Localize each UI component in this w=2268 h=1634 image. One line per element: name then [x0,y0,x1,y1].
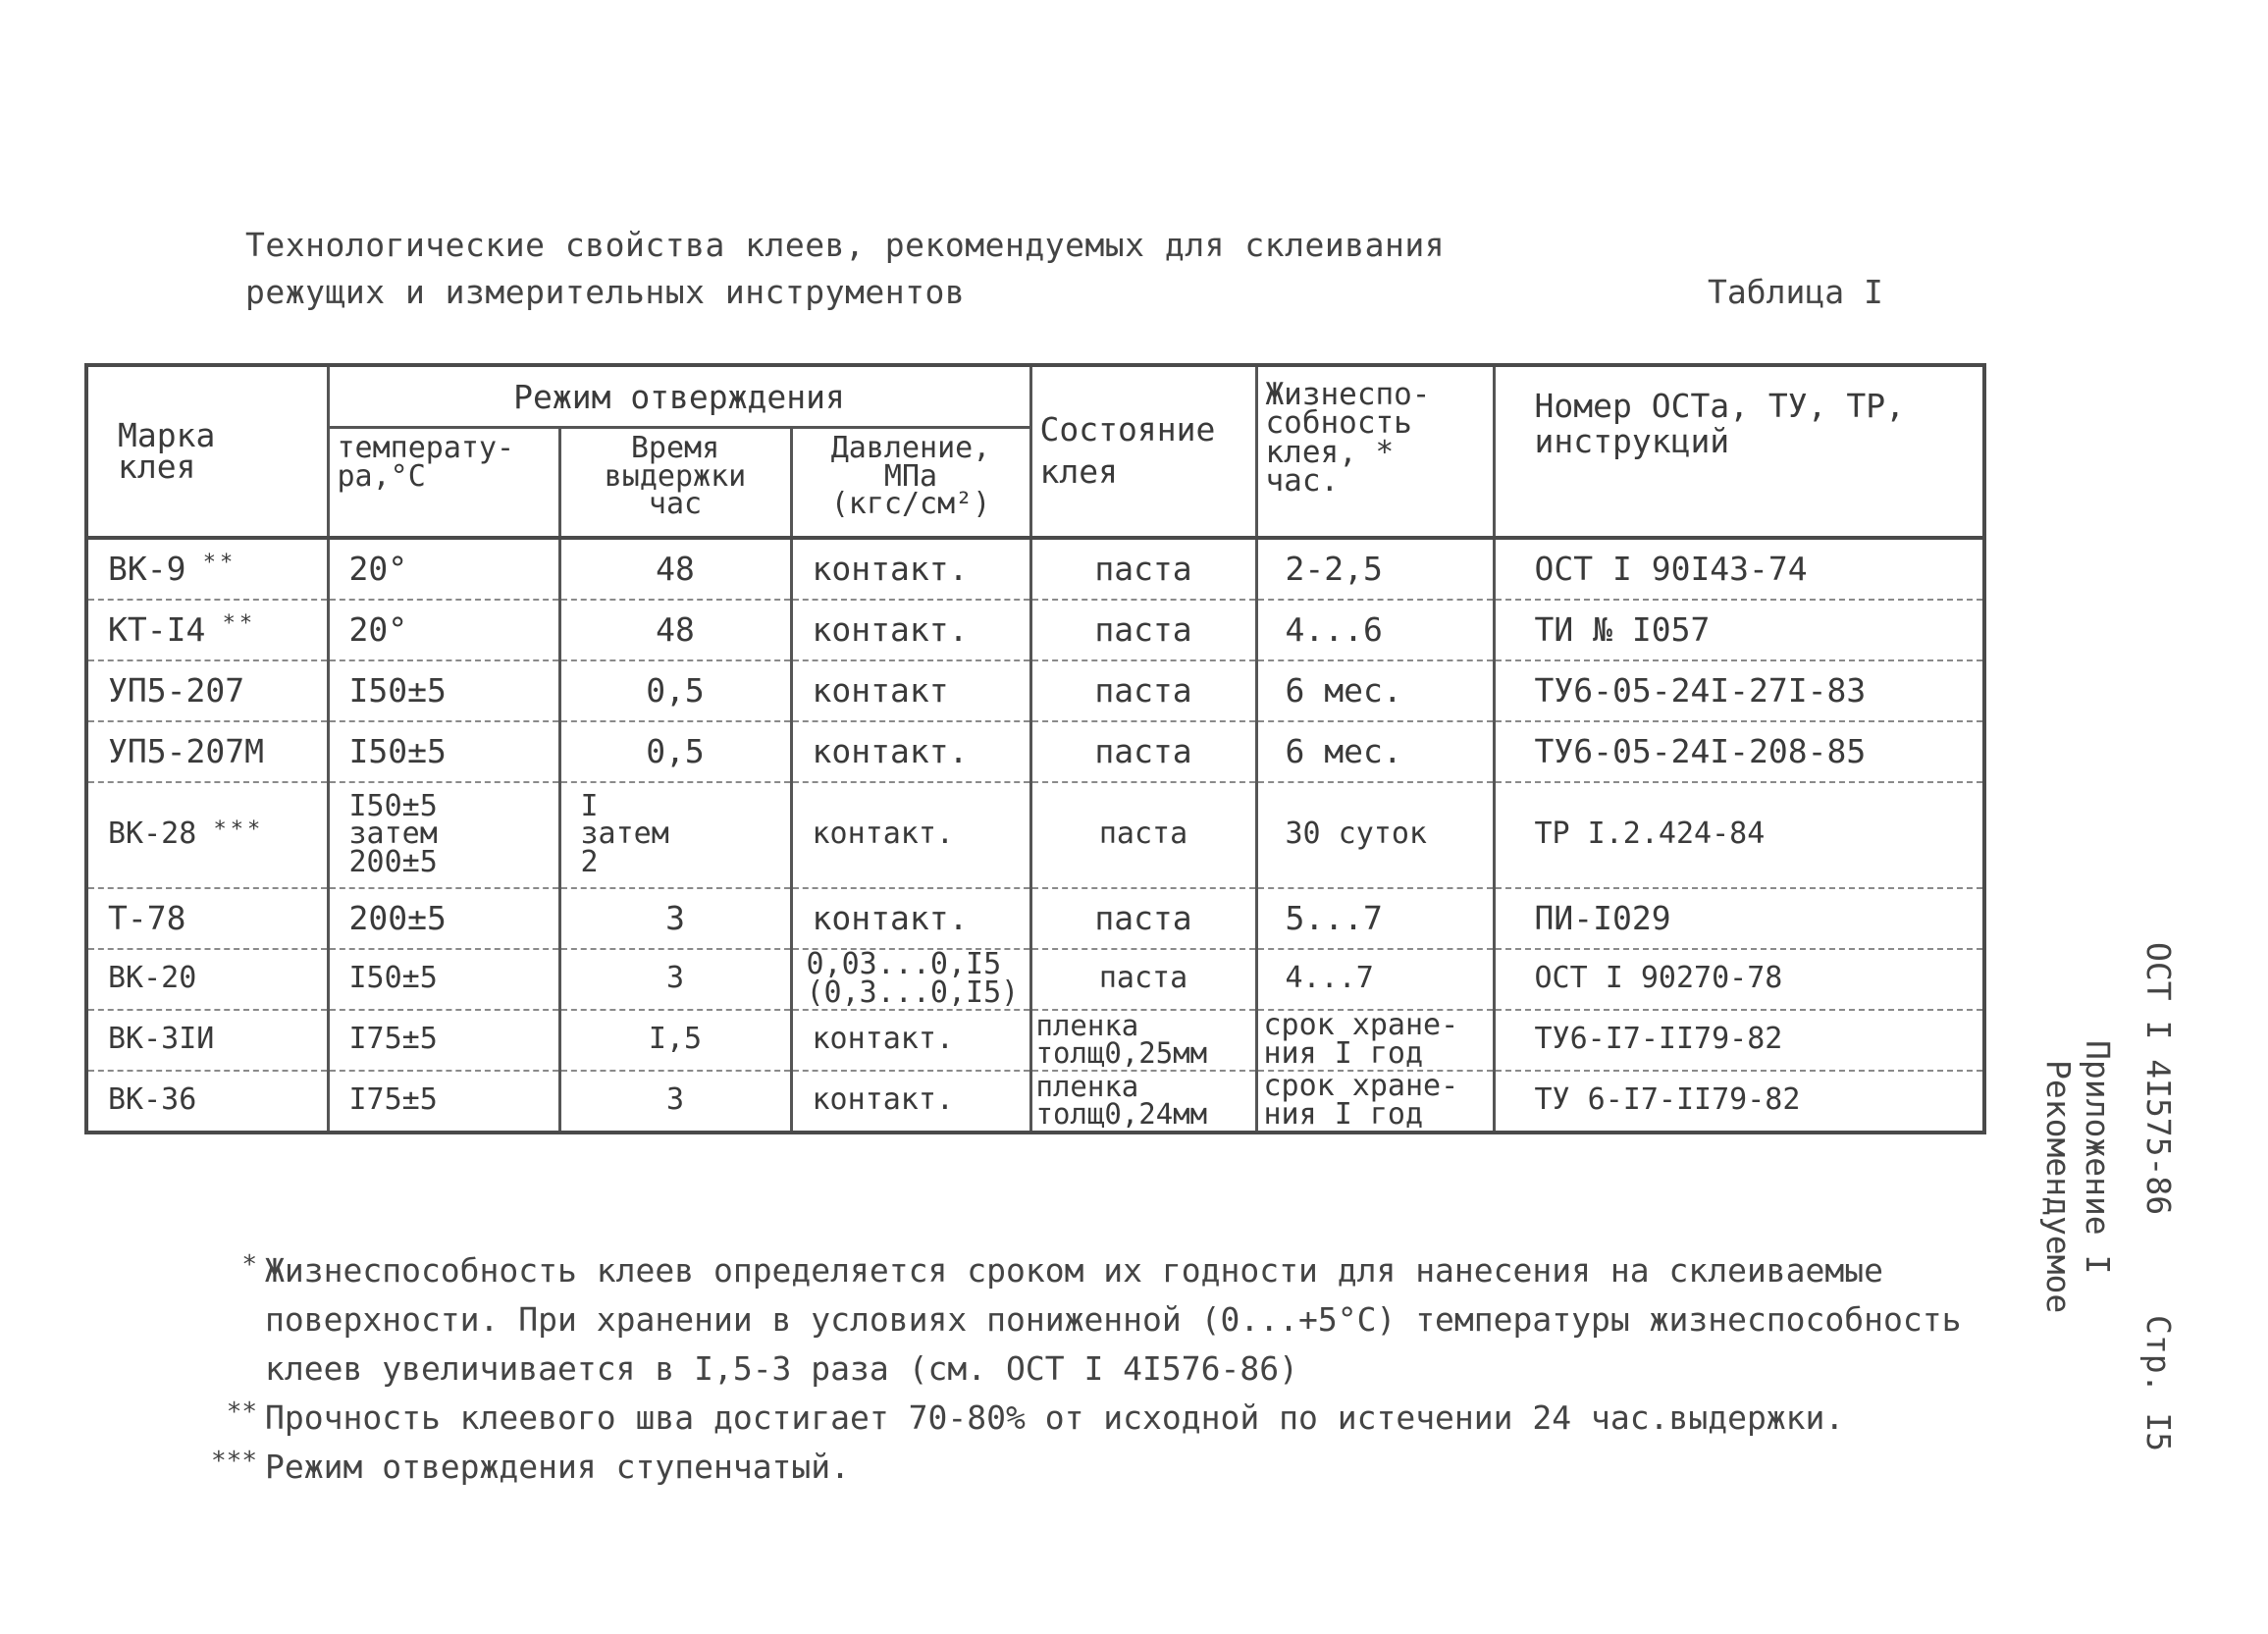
footnote-line [167,1344,1962,1394]
footnote-star-mark: ** [205,611,257,636]
cell-pressure-line: контакт. [812,1022,954,1057]
footnote-line [167,1443,1962,1492]
header-hold-time [559,428,791,538]
brand-name: ВК-3IИ [108,1022,215,1057]
cell-temperature [328,538,559,600]
cell-brand [86,888,328,949]
cell-viability [1256,538,1494,600]
brand-name: ВК-36 [108,1082,197,1118]
brand-name: ВК-9 [108,550,186,588]
brand-name: УП5-207 [108,671,245,710]
footnote-line [167,1394,1962,1443]
cell-brand [86,600,328,660]
header-brand-line: Марка [118,416,216,455]
table-row [86,1010,1984,1071]
cell-hold-time-line: 48 [656,609,695,649]
cell-hold-time [559,782,791,888]
header-hold-time-line: час [648,487,703,521]
header-viability-line: час. [1265,463,1340,500]
cell-brand [86,1010,328,1071]
cell-state-line: толщ0,24мм [1035,1096,1208,1131]
cell-state [1030,949,1256,1010]
cell-hold-time-line: затем [580,817,669,852]
adhesive-properties-table [84,363,1986,1134]
footnote-mark: *** [211,1447,257,1476]
cell-state-line: паста [1098,961,1188,996]
brand-name: ВК-20 [108,961,197,996]
header-viability [1256,365,1494,538]
cell-temperature [328,660,559,721]
cell-doc-number: ТУ6-I7-II79-82 [1494,1010,1984,1071]
cell-pressure-line: контакт. [812,549,969,588]
cell-state [1030,538,1256,600]
cell-pressure [791,721,1030,782]
cell-pressure-line: контакт. [812,898,969,937]
cell-state [1030,782,1256,888]
header-hold-time-line: выдержки [604,458,747,494]
cell-state [1030,1071,1256,1133]
cell-pressure [791,1071,1030,1133]
cell-pressure [791,782,1030,888]
cell-hold-time-line: 48 [656,549,695,588]
cell-pressure-line: контакт. [812,609,969,649]
cell-temperature [328,600,559,660]
header-pressure-line: (кгс/см²) [830,487,991,521]
cell-temperature-line: затем [348,817,438,852]
cell-temperature [328,949,559,1010]
cell-hold-time-line: 0,5 [646,731,705,770]
table-row [86,660,1984,721]
header-pressure [791,428,1030,538]
cell-state-line: паста [1094,609,1192,649]
cell-temperature [328,782,559,888]
cell-viability-line: 6 мес. [1285,731,1402,770]
cell-temperature [328,1071,559,1133]
cell-pressure [791,949,1030,1010]
cell-brand [86,949,328,1010]
cell-viability-line: ния I год [1263,1035,1424,1071]
header-state-line: Состояние [1039,409,1216,448]
cell-viability-line: срок хране- [1263,1070,1459,1103]
footnote-star-mark: *** [196,817,265,843]
table-row [86,600,1984,660]
cell-doc-number: ТИ № I057 [1494,600,1984,660]
cell-hold-time [559,888,791,949]
cell-temperature-line: I50±5 [348,731,447,770]
footnote-mark: ** [226,1397,257,1427]
document-title-line-2: режущих и измерительных инструментов [245,273,966,311]
cell-viability-line: ния I год [1263,1096,1424,1132]
header-temperature-line: ра,°С [337,458,426,494]
footnotes [167,1246,1962,1492]
cell-state-line: паста [1094,670,1192,710]
cell-viability-line: срок хране- [1263,1009,1459,1042]
footnote-line [167,1295,1962,1344]
page-number: Стр. I5 [2139,1315,2178,1452]
cell-viability [1256,888,1494,949]
cell-state [1030,1010,1256,1071]
footnote-text: поверхности. При хранении в условиях пониженной (0...+5°С) температуры жизнеспособность [265,1300,1962,1339]
cell-hold-time [559,1010,791,1071]
cell-pressure-line: контакт. [812,731,969,770]
footnote-star-mark: ** [185,551,237,575]
cell-viability-line: 4...7 [1285,961,1374,996]
header-brand-line: клея [118,447,196,486]
header-doc-line: инструкций [1534,422,1730,461]
cell-state-line: паста [1098,817,1188,852]
table-row [86,782,1984,888]
cell-pressure [791,660,1030,721]
cell-pressure-line: контакт [812,670,949,710]
brand-name: УП5-207М [108,732,264,770]
cell-state-line: паста [1094,731,1192,770]
header-state [1030,365,1256,538]
standard-number: ОСТ I 4I575-86 [2139,942,2178,1216]
cell-doc-number: ТУ 6-I7-II79-82 [1494,1071,1984,1133]
header-temperature-line: температу- [337,431,515,465]
cell-temperature-line: 200±5 [348,898,447,937]
cell-hold-time [559,538,791,600]
cell-doc-number: ОСТ I 90I43-74 [1494,538,1984,600]
cell-state-line: пленка [1035,1009,1139,1042]
cell-hold-time [559,1071,791,1133]
cell-pressure [791,538,1030,600]
footnote-mark: * [241,1250,257,1280]
cell-state-line: толщ0,25мм [1035,1035,1208,1070]
cell-state [1030,660,1256,721]
cell-pressure [791,888,1030,949]
header-doc-line: Номер ОСТа, ТУ, ТР, [1534,387,1905,425]
cell-pressure-line: контакт. [812,817,954,852]
cell-viability-line: 6 мес. [1285,670,1402,710]
cell-state-line: пленка [1035,1070,1139,1103]
cell-state [1030,600,1256,660]
cell-viability [1256,600,1494,660]
cell-doc-number: ОСТ I 90270-78 [1494,949,1984,1010]
table-row [86,949,1984,1010]
cell-temperature-line: I50±5 [348,788,438,823]
cell-hold-time-line: 3 [665,961,685,996]
cell-temperature [328,721,559,782]
cell-viability [1256,949,1494,1010]
header-state-line: клея [1039,451,1118,491]
header-pressure-line: МПа [883,458,938,494]
cell-viability-line: 5...7 [1285,898,1383,937]
brand-name: Т-78 [108,899,186,937]
cell-temperature-line: 200±5 [348,844,438,879]
appendix-label: Приложение I [2079,1040,2117,1275]
cell-viability-line: 30 суток [1285,817,1427,852]
cell-temperature [328,1010,559,1071]
cell-hold-time [559,721,791,782]
cell-viability-line: 2-2,5 [1285,549,1383,588]
header-doc-number [1494,365,1984,538]
cell-state-line: паста [1094,898,1192,937]
footnote-text: Режим отверждения ступенчатый. [265,1448,851,1486]
cell-hold-time [559,949,791,1010]
brand-name: КТ-I4 [108,610,206,649]
header-hold-time-line: Время [630,431,720,465]
cell-hold-time-line: 3 [665,1082,685,1118]
header-pressure-line: Давление, [830,431,991,465]
brand-name: ВК-28 [108,817,197,852]
footnote-text: Жизнеспособность клеев определяется сроком их годности для нанесения на склеиваемые [265,1251,1884,1290]
cell-viability-line: 4...6 [1285,609,1383,649]
document-title-line-1: Технологические свойства клеев, рекомендуемых для склеивания [245,226,1446,264]
footnote-text: клеев увеличивается в I,5-3 раза (см. ОСТ I 4I576-86) [265,1349,1298,1388]
cell-hold-time [559,600,791,660]
header-viability-line: Жизнеспо- [1265,377,1431,412]
cell-pressure-line: (0,3...0,I5) [806,975,1020,1010]
cell-viability [1256,660,1494,721]
cell-hold-time-line: I [580,788,599,823]
cell-state [1030,888,1256,949]
cell-doc-number: ТР I.2.424-84 [1494,782,1984,888]
table-row [86,888,1984,949]
cell-doc-number: ТУ6-05-24I-27I-83 [1494,660,1984,721]
footnote-text: Прочность клеевого шва достигает 70-80% от исходной по истечении 24 час.выдержки. [265,1398,1845,1437]
header-curing-mode: Режим отверждения [328,365,1030,428]
cell-brand [86,538,328,600]
cell-brand [86,660,328,721]
cell-hold-time-line: 3 [665,898,685,937]
cell-doc-number: ТУ6-05-24I-208-85 [1494,721,1984,782]
table-label: Таблица I [1708,273,1883,311]
cell-pressure-line: контакт. [812,1082,954,1118]
cell-temperature-line: I75±5 [348,1022,438,1057]
cell-temperature-line: I50±5 [348,670,447,710]
cell-pressure [791,1010,1030,1071]
cell-temperature-line: 20° [348,609,408,649]
cell-viability [1256,1071,1494,1133]
cell-doc-number: ПИ-I029 [1494,888,1984,949]
cell-state [1030,721,1256,782]
cell-hold-time-line: I,5 [648,1022,703,1057]
cell-pressure [791,600,1030,660]
cell-brand [86,721,328,782]
header-viability-line: собность [1265,405,1412,442]
cell-brand [86,782,328,888]
footnote-line [167,1246,1962,1295]
cell-temperature [328,888,559,949]
header-temperature [328,428,559,538]
cell-state-line: паста [1094,549,1192,588]
cell-viability [1256,782,1494,888]
cell-pressure-line: 0,03...0,I5 [806,948,1002,981]
cell-hold-time [559,660,791,721]
table-row [86,1071,1984,1133]
header-viability-line: клея, * [1265,434,1395,470]
cell-hold-time-line: 2 [580,844,599,879]
cell-hold-time-line: 0,5 [646,670,705,710]
table-row [86,538,1984,600]
table-row [86,721,1984,782]
header-brand [86,365,328,538]
cell-brand [86,1071,328,1133]
cell-temperature-line: I50±5 [348,961,438,996]
appendix-status: Рекомендуемое [2039,1060,2078,1314]
cell-viability [1256,1010,1494,1071]
cell-temperature-line: 20° [348,549,408,588]
cell-viability [1256,721,1494,782]
cell-temperature-line: I75±5 [348,1082,438,1118]
